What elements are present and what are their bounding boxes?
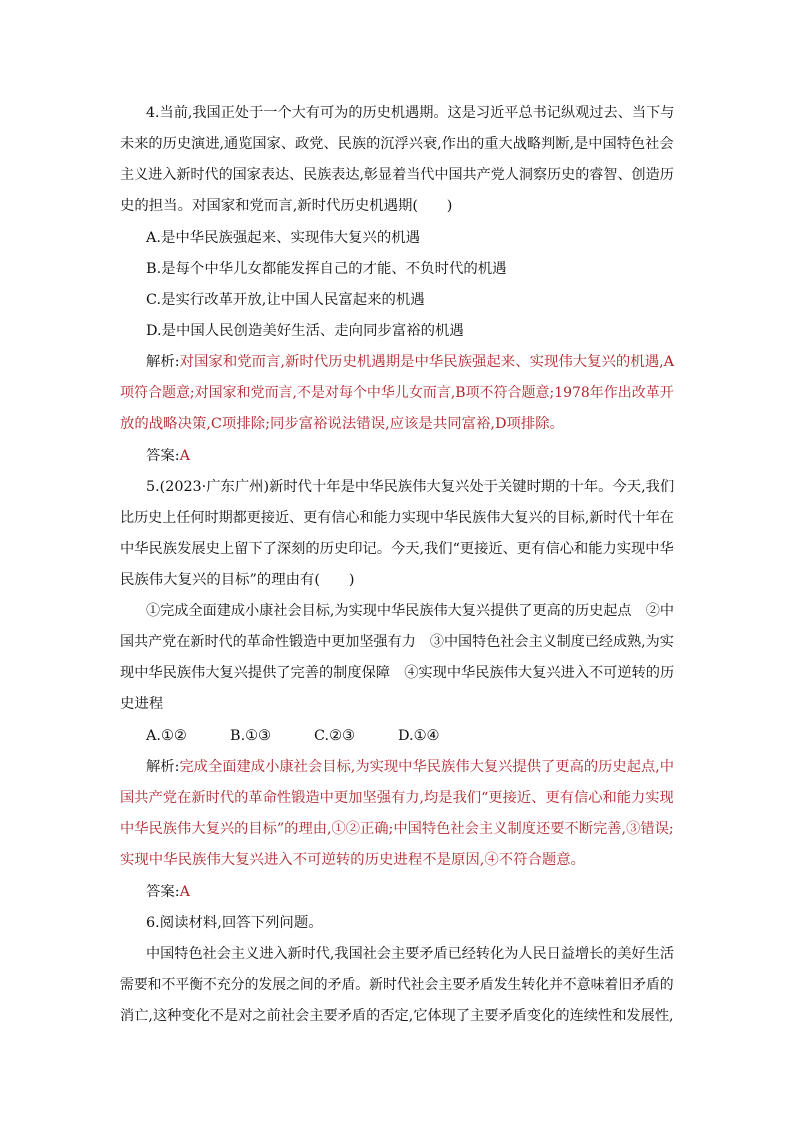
q5-choice-d: D.①④ bbox=[398, 728, 440, 744]
q5-answer-value: A bbox=[179, 884, 191, 900]
q5-choice-a: A.①② bbox=[146, 728, 187, 744]
q5-statement-line: 史进程 bbox=[120, 696, 164, 712]
q4-option-d: D.是中国人民创造美好生活、走向同步富裕的机遇 bbox=[146, 323, 464, 339]
q4-answer-label: 答案: bbox=[146, 448, 180, 464]
q5-choice-c: C.②③ bbox=[314, 728, 355, 744]
q4-option-c: C.是实行改革开放,让中国人民富起来的机遇 bbox=[146, 292, 425, 308]
q5-statement-line: 国共产党在新时代的革命性锻造中更加坚强有力 ③中国特色社会主义制度已经成熟,为实 bbox=[120, 634, 674, 650]
q6-stem: 6.阅读材料,回答下列问题。 bbox=[146, 915, 323, 931]
q6-material-line: 消亡,这种变化不是对之前社会主要矛盾的否定,它体现了主要矛盾变化的连续性和发展性, bbox=[120, 1008, 674, 1024]
q4-stem-line: 史的担当。对国家和党而言,新时代历史机遇期( ) bbox=[120, 198, 453, 214]
q5-stem-line: 比历史上任何时期都更接近、更有信心和能力实现中华民族伟大复兴的目标,新时代十年在 bbox=[120, 510, 674, 526]
q4-answer bbox=[146, 446, 190, 466]
q4-analysis-label: 解析: bbox=[146, 354, 180, 370]
q5-stem-line: 5.(2023·广东广州)新时代十年是中华民族伟大复兴处于关键时期的十年。今天,我们 bbox=[146, 479, 675, 495]
q5-analysis-line: 中华民族伟大复兴的目标”的理由,①②正确;中国特色社会主义制度还要不断完善,③错误; bbox=[120, 821, 674, 837]
q5-analysis-label: 解析: bbox=[146, 759, 180, 775]
q5-analysis-text: 完成全面建成小康社会目标,为实现中华民族伟大复兴提供了更高的历史起点,中 bbox=[179, 759, 675, 775]
q4-stem-line: 主义进入新时代的国家表达、民族表达,彰显着当代中国共产党人洞察历史的睿智、创造历 bbox=[120, 167, 674, 183]
q5-analysis-line bbox=[146, 757, 674, 777]
q5-answer bbox=[146, 882, 190, 902]
q6-material-line: 需要和不平衡不充分的发展之间的矛盾。新时代社会主要矛盾发生转化并不意味着旧矛盾的 bbox=[120, 977, 674, 993]
q4-stem-line: 4.当前,我国正处于一个大有可为的历史机遇期。这是习近平总书记纵观过去、当下与 bbox=[146, 105, 675, 121]
q6-material-line: 中国特色社会主义进入新时代,我国社会主要矛盾已经转化为人民日益增长的美好生活 bbox=[146, 946, 675, 962]
q5-statement-line: ①完成全面建成小康社会目标,为实现中华民族伟大复兴提供了更高的历史起点 ②中 bbox=[146, 603, 675, 619]
q4-analysis-text: 对国家和党而言,新时代历史机遇期是中华民族强起来、实现伟大复兴的机遇,A bbox=[179, 354, 675, 370]
q4-analysis-line: 放的战略决策,C项排除;同步富裕说法错误,应该是共同富裕,D项排除。 bbox=[120, 416, 565, 432]
q4-stem-line: 未来的历史演进,通览国家、政党、民族的沉浮兴衰,作出的重大战略判断,是中国特色社会 bbox=[120, 136, 674, 152]
q4-answer-value: A bbox=[179, 448, 191, 464]
q4-option-b: B.是每个中华儿女都能发挥自己的才能、不负时代的机遇 bbox=[146, 261, 507, 277]
q5-choices bbox=[146, 726, 439, 746]
q5-choice-b: B.①③ bbox=[230, 728, 271, 744]
q5-stem-line: 中华民族发展史上留下了深刻的历史印记。今天,我们“更接近、更有信心和能力实现中华 bbox=[120, 541, 674, 557]
q4-option-a: A.是中华民族强起来、实现伟大复兴的机遇 bbox=[146, 230, 420, 246]
q5-stem-line: 民族伟大复兴的目标”的理由有( ) bbox=[120, 572, 355, 588]
q4-analysis-line: 项符合题意;对国家和党而言,不是对每个中华儿女而言,B项不符合题意;1978年作出改革开 bbox=[120, 385, 674, 401]
q5-analysis-line: 国共产党在新时代的革命性锻造中更加坚强有力,均是我们“更接近、更有信心和能力实现 bbox=[120, 790, 674, 806]
q5-answer-label: 答案: bbox=[146, 884, 180, 900]
q5-analysis-line: 实现中华民族伟大复兴进入不可逆转的历史进程不是原因,④不符合题意。 bbox=[120, 852, 586, 868]
q5-statement-line: 现中华民族伟大复兴提供了完善的制度保障 ④实现中华民族伟大复兴进入不可逆转的历 bbox=[120, 665, 675, 681]
q4-analysis-line bbox=[146, 352, 674, 372]
